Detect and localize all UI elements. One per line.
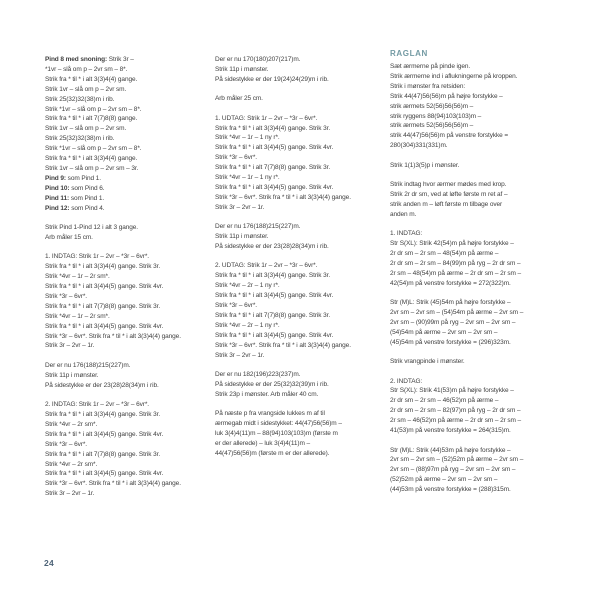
- text-line: 2r dr sm – 2r sm – 46(52)m på ærme –: [390, 397, 499, 405]
- bold-lead-in: Pind 9:: [45, 174, 66, 182]
- text-line: Strik fra * til * i alt 3(4)4(5) gange. Strik 4vr.: [215, 144, 334, 152]
- text-line: Sæt ærmerne på pinde igen.: [390, 63, 471, 70]
- text-line: 41(53)m på venstre forstykke = 264(315)m.: [390, 427, 511, 435]
- paragraph: [215, 261, 387, 360]
- text-line: Strik fra * til * i alt 3(3)4(4) gange. Strik 3r.: [215, 124, 331, 132]
- text-line: strik ærmets 52(56)56(56)m –: [390, 102, 474, 110]
- text-line: Strik *4vr – 1r – 2r sm*.: [45, 273, 110, 281]
- text-line: Strik fra * til * i alt 3(3)4(4) gange. Strik 3r.: [45, 263, 161, 271]
- text-line: 1. INDTAG:: [390, 230, 423, 238]
- paragraph: [45, 55, 208, 214]
- text-line: 2vr sm – 2vr sm – (52)52m på ærme – 2vr sm –: [390, 456, 524, 464]
- text-line: Str S(XL): Strik 41(53)m på højre forstykke –: [390, 387, 514, 395]
- text-line: Strik 11p i mønster.: [45, 371, 99, 379]
- text-line: 2vr sm – 2vr sm – (54)54m på ærme – 2vr sm –: [390, 309, 524, 317]
- paragraph: [45, 252, 208, 351]
- text-line: (44)53m på venstre forstykke = (288)315m.: [390, 486, 511, 494]
- text-line: Pind 12: som Pind 4.: [45, 204, 105, 212]
- text-line: Strik *3r – 6vr*. Strik fra * til * i alt 3(3)4(4) gange.: [45, 332, 181, 340]
- text-line: 42(54)m på venstre forstykke = 272(322)m.: [390, 279, 511, 287]
- text-line: Strik fra * til * i alt 7(7)8(8) gange.: [45, 115, 138, 123]
- text-line: På sidestykke er der 25(32)32(39)m i rib.: [215, 380, 329, 388]
- paragraph: [215, 94, 387, 104]
- bold-lead-in: Pind 8 med snoning:: [45, 56, 108, 63]
- text-line: Strik 11p i mønster.: [215, 65, 269, 73]
- paragraph: [390, 298, 570, 348]
- section-heading-raglan: RAGLAN: [390, 49, 428, 58]
- text-line: ærmegab midt i sidestykket: 44(47)56(56)m –: [215, 420, 342, 428]
- text-line: Pind 8 med snoning: Strik 3r –: [45, 56, 134, 63]
- text-line: Strik 2r dr sm, ved at løfte første m ret af –: [390, 190, 508, 198]
- page-number: 24: [44, 558, 55, 568]
- text-line: Strik fra * til * i alt 3(3)4(4) gange. Strik 3r.: [45, 411, 161, 418]
- text-line: Strik *4vr – 2r sm*.: [45, 460, 98, 468]
- paragraph: [45, 400, 208, 499]
- text-line: er der allerede) – luk 3(4)4(11)m –: [215, 439, 311, 447]
- text-line: Str (M)L: Strik (45)54m på højre forstykke –: [390, 299, 511, 307]
- bold-lead-in: Pind 11:: [45, 194, 70, 202]
- text-line: 2. INDTAG:: [390, 377, 423, 385]
- column-1: [45, 55, 208, 555]
- text-line: Strik *1vr – slå om p – 2vr sm – 8*.: [45, 145, 142, 153]
- text-line: På sidestykke er der 23(28)28(34)m i rib.: [215, 243, 329, 250]
- paragraph: [215, 222, 387, 252]
- text-line: Strik *4vr – 1r – 2r sm*.: [45, 312, 110, 320]
- text-line: Strik fra * til * i alt 3(4)4(5) gange. Strik 4vr.: [45, 430, 164, 438]
- text-line: (45)54m på venstre forstykke = (296)323m.: [390, 338, 511, 346]
- text-line: Strik indtag hvor ærmer mødes med krop.: [390, 181, 507, 189]
- text-line: Strik 44(47)56(56)m på højre forstykke –: [390, 92, 503, 100]
- paragraph: [45, 361, 208, 391]
- text-line: Strik 3r – 2vr – 1r.: [45, 342, 95, 350]
- paragraph: [390, 357, 570, 367]
- text-line: Pind 10: som Pind 6.: [45, 184, 105, 192]
- column-3-body: [390, 62, 570, 495]
- text-line: 2r dr sm – 2r sm – 48(54)m på ærme –: [390, 250, 499, 257]
- text-line: Str S(XL): Strik 42(54)m på højre forstykke –: [390, 240, 514, 248]
- text-line: 2r sm – 46(52)m på ærme – 2r dr sm – 2r sm –: [390, 417, 522, 425]
- text-line: Strik vrangpinde i mønster.: [390, 358, 465, 366]
- text-line: 1. INDTAG: Strik 1r – 2vr – *3r – 6vr*.: [45, 253, 149, 261]
- text-line: Pind 9: som Pind 1.: [45, 174, 101, 182]
- text-line: Strik 11p i mønster.: [215, 233, 269, 241]
- text-line: Strik *4vr – 2r sm*.: [45, 420, 98, 428]
- text-line: Der er nu 176(188)215(227)m.: [45, 361, 131, 369]
- text-line: Strik i mønster fra retsiden:: [390, 82, 466, 90]
- paragraph: [45, 223, 208, 243]
- column-2: [215, 55, 387, 555]
- paragraph: [390, 377, 570, 436]
- text-line: Strik 3r – 2vr – 1r.: [45, 490, 95, 498]
- text-line: strik ærmets 52(56)56(56)m –: [390, 122, 474, 130]
- text-line: 2. INDTAG: Strik 1r – 2vr – *3r – 6vr*.: [45, 401, 149, 409]
- column-1-body: [45, 55, 208, 499]
- text-line: Strik Pind 1-Pind 12 i alt 3 gange.: [45, 224, 138, 231]
- paragraph: [390, 180, 570, 220]
- text-line: Strik *3r – 6vr*. Strik fra * til * i alt 3(3)4(4) gange.: [215, 341, 351, 349]
- text-line: Strik 23p i mønster. Arb måler 40 cm.: [215, 390, 319, 398]
- text-line: 1. UDTAG: Strik 1r – 2vr – *3r – 6vr*.: [215, 114, 318, 122]
- text-line: Strik *4vr – 1r – 1 ny r*.: [215, 134, 280, 142]
- text-line: Strik *3r – 6vr*.: [215, 302, 258, 310]
- text-line: Arb måler 15 cm.: [45, 233, 93, 241]
- bold-lead-in: Pind 12:: [45, 204, 70, 212]
- text-line: strik ryggens 88(94)103(103)m –: [390, 112, 482, 120]
- text-line: Strik 3r – 2vr – 1r.: [215, 203, 265, 211]
- text-line: 2. UDTAG: Strik 1r – 2vr – *3r – 6vr*.: [215, 262, 318, 270]
- text-line: *1vr – slå om p – 2vr sm – 8*.: [45, 65, 128, 73]
- paragraph: [215, 55, 387, 85]
- text-line: Strik fra * til * i alt 3(3)4(4) gange.: [45, 75, 138, 83]
- text-line: Strik *3r – 6vr*.: [215, 154, 258, 162]
- text-line: Strik fra * til * i alt 7(7)8(8) gange. Strik 3r.: [215, 311, 331, 319]
- text-line: Strik 1vr – slå om p – 2vr sm – 3r.: [45, 164, 139, 172]
- text-line: Strik 1vr – slå om p – 2vr sm.: [45, 85, 127, 93]
- text-line: Strik 25(32)32(38)m i rib.: [45, 135, 115, 143]
- text-line: Strik *3r – 6vr*. Strik fra * til * i alt 3(3)4(4) gange.: [215, 193, 351, 201]
- text-line: 2vr sm – (88)97m på ryg – 2vr sm – 2vr sm –: [390, 466, 516, 474]
- text-line: Arb måler 25 cm.: [215, 95, 263, 103]
- text-line: 2vr sm – (90)99m på ryg – 2vr sm – 2vr sm –: [390, 318, 516, 326]
- text-line: Strik fra * til * i alt 3(4)4(5) gange. Strik 4vr.: [215, 292, 334, 300]
- text-line: Der er nu 182(196)223(237)m.: [215, 370, 301, 378]
- text-line: Strik *3r – 6vr*.: [45, 440, 88, 448]
- text-line: (52)52m på ærme – 2vr sm – 2vr sm –: [390, 476, 498, 484]
- text-line: luk 3(4)4(11)m – 88(94)103(103)m (første m: [215, 430, 338, 437]
- text-line: Strik fra * til * i alt 3(4)4(5) gange. Strik 4vr.: [215, 183, 334, 191]
- text-line: Strik *4vr – 2r – 1 ny r*.: [215, 282, 280, 290]
- bold-lead-in: Pind 10:: [45, 184, 70, 192]
- text-line: Strik *3r – 6vr*. Strik fra * til * i alt 3(3)4(4) gange.: [45, 480, 181, 488]
- text-line: Strik fra * til * i alt 3(4)4(5) gange. Strik 4vr.: [45, 283, 164, 291]
- column-3: [390, 48, 570, 558]
- text-line: 2r dr sm – 2r sm – 82(97)m på ryg – 2r dr sm –: [390, 407, 521, 415]
- paragraph: [215, 409, 387, 459]
- text-line: Strik fra * til * i alt 3(3)4(4) gange. Strik 3r.: [215, 272, 331, 280]
- text-line: Str (M)L: Strik (44)53m på højre forstykke –: [390, 446, 511, 454]
- text-line: 2r dr sm – 2r sm – 84(99)m på ryg – 2r dr sm –: [390, 259, 521, 267]
- text-line: Strik fra * til * i alt 7(7)8(8) gange. Strik 3r.: [45, 450, 161, 458]
- text-line: Der er nu 170(180)207(217)m.: [215, 56, 301, 63]
- text-line: strik 44(47)56(56)m på venstre forstykke =: [390, 132, 509, 140]
- text-line: Strik fra * til * i alt 7(7)8(8) gange. Strik 3r.: [45, 302, 161, 310]
- text-line: anden m.: [390, 210, 417, 218]
- text-line: Der er nu 176(188)215(227)m.: [215, 223, 301, 231]
- paragraph: [215, 370, 387, 400]
- text-line: På sidestykke er der 23(28)28(34)m i rib.: [45, 381, 159, 389]
- text-line: Strik fra * til * i alt 3(4)4(5) gange. Strik 4vr.: [45, 322, 164, 330]
- text-line: På sidestykke er der 19(24)24(29)m i rib.: [215, 75, 329, 83]
- text-line: Strik fra * til * i alt 7(7)8(8) gange. Strik 3r.: [215, 164, 331, 172]
- text-line: Strik 1(1)3(5)p i mønster.: [390, 161, 460, 169]
- paragraph: [390, 229, 570, 288]
- text-line: Strik *3r – 6vr*.: [45, 292, 88, 300]
- paragraph: [390, 62, 570, 151]
- text-line: Strik 3r – 2vr – 1r.: [215, 351, 265, 359]
- text-line: Strik ærmerne ind i aflukningerne på kroppen.: [390, 72, 518, 80]
- text-line: Pind 11: som Pind 1.: [45, 194, 105, 202]
- text-line: Strik fra * til * i alt 3(3)4(4) gange.: [45, 155, 138, 163]
- text-line: 280(304)331(331)m.: [390, 142, 448, 150]
- text-line: Strik 25(32)32(38)m i rib.: [45, 95, 115, 103]
- column-2-body: [215, 55, 387, 459]
- paragraph: [215, 114, 387, 213]
- text-line: strik anden m – løft første m tilbage over: [390, 200, 503, 208]
- paragraph: [390, 161, 570, 171]
- text-line: Strik fra * til * i alt 3(4)4(5) gange. Strik 4vr.: [215, 331, 334, 339]
- text-line: På næste p fra vrangside lukkes m af til: [215, 410, 325, 418]
- text-line: (54)54m på ærme – 2vr sm – 2vr sm –: [390, 328, 498, 336]
- text-line: Strik *4vr – 2r – 1 ny r*.: [215, 321, 280, 329]
- text-line: Strik fra * til * i alt 3(4)4(5) gange. Strik 4vr.: [45, 470, 164, 478]
- text-line: 44(47)56(56)m (første m er der allerede).: [215, 449, 330, 457]
- text-line: Strik *1vr – slå om p – 2vr sm – 8*.: [45, 105, 142, 113]
- paragraph: [390, 446, 570, 496]
- text-line: 2r sm – 48(54)m på ærme – 2r dr sm – 2r sm –: [390, 269, 522, 277]
- text-line: Strik *4vr – 1r – 1 ny r*.: [215, 174, 280, 182]
- text-line: Strik 1vr – slå om p – 2vr sm.: [45, 125, 127, 133]
